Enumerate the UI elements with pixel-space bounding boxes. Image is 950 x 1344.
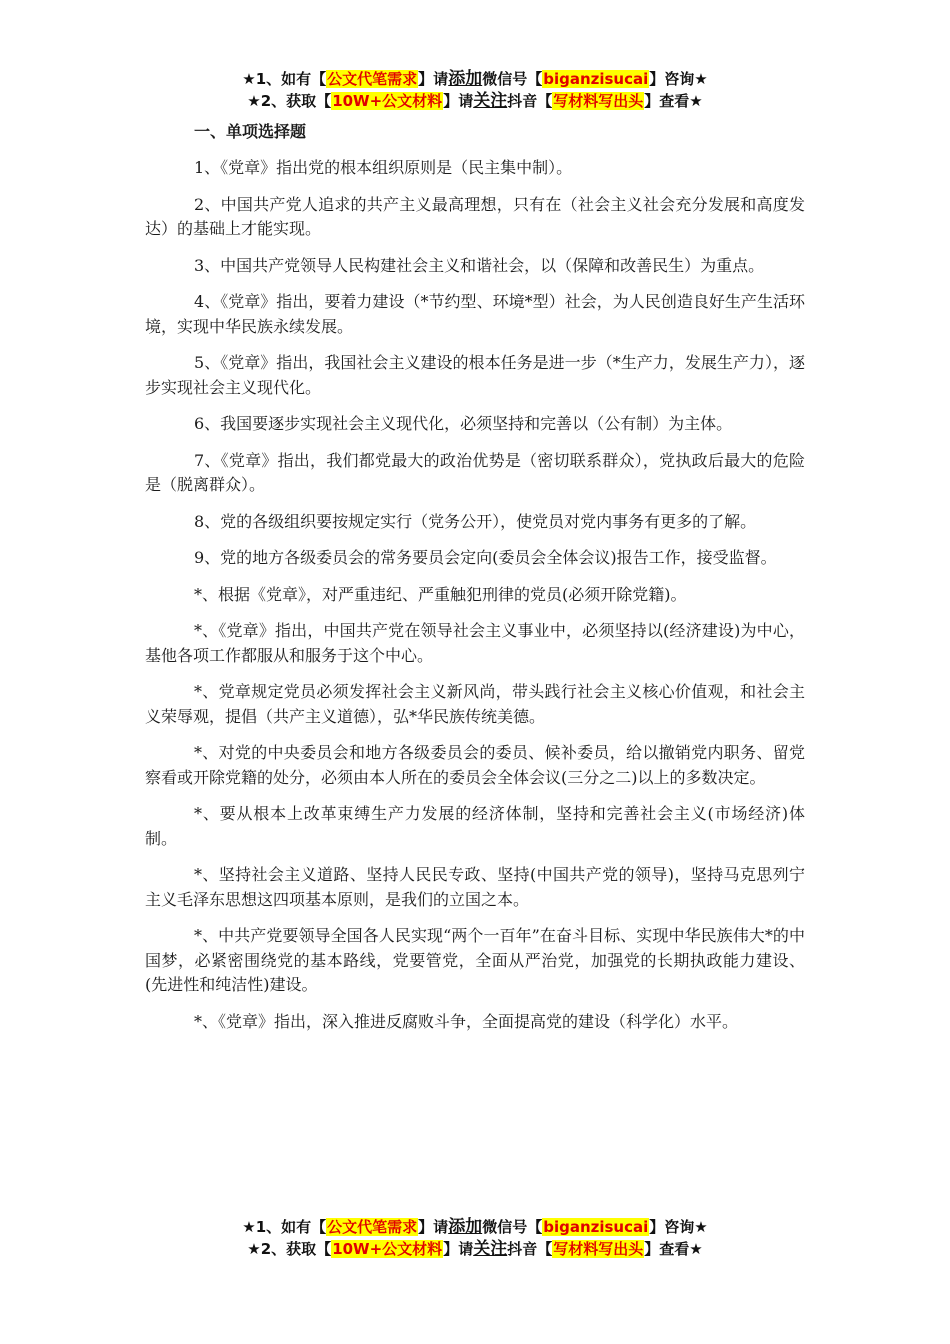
banner-highlight: 10W+公文材料: [332, 1240, 443, 1258]
banner-text: 】查看★: [644, 1240, 703, 1258]
banner-highlight: 公文代笔需求: [327, 1218, 418, 1236]
question-item: 4、《党章》指出，要着力建设（*节约型、环境*型）社会，为人民创造良好生产生活环境，实现中华民族永续发展。: [145, 292, 805, 336]
banner-text: 】请: [418, 70, 449, 88]
banner-text: 抖音【: [507, 1240, 553, 1258]
banner-text: 抖音【: [507, 92, 553, 110]
banner-highlight: 写材料写出头: [553, 92, 644, 110]
banner-text: ★2、获取【: [247, 92, 332, 110]
question-item: 5、《党章》指出，我国社会主义建设的根本任务是进一步（*生产力，发展生产力），逐步实现社会主义现代化。: [145, 353, 805, 397]
banner-highlight: 写材料写出头: [553, 1240, 644, 1258]
banner-highlight: 公文代笔需求: [327, 70, 418, 88]
question-item: *、根据《党章》，对严重违纪、严重触犯刑律的党员(必须开除党籍)。: [194, 584, 687, 604]
banner-text: ★1、如有【: [242, 70, 327, 88]
question-item: 2、中国共产党人追求的共产主义最高理想，只有在（社会主义社会充分发展和高度发达）的基础上才能实现。: [145, 194, 805, 238]
banner-text: 】请: [418, 1218, 449, 1236]
bottom-banner: [0, 1216, 950, 1260]
banner-line-1: [0, 68, 950, 90]
question-item: 1、《党章》指出党的根本组织原则是（民主集中制）。: [194, 158, 573, 177]
banner-text: 】咨询★: [649, 70, 708, 88]
question-item: *、坚持社会主义道路、坚持人民民专政、坚持(中国共产党的领导)，坚持马克思列宁主义毛泽东思想这四项基本原则，是我们的立国之本。: [145, 865, 805, 909]
question-item: *、党章规定党员必须发挥社会主义新风尚，带头践行社会主义核心价值观，和社会主义荣辱观，提倡（共产主义道德），弘*华民族传统美德。: [145, 682, 805, 726]
banner-line-2: [0, 1238, 950, 1260]
question-item: 9、党的地方各级委员会的常务要员会定向(委员会全体会议)报告工作，接受监督。: [194, 548, 777, 567]
top-banner: [0, 68, 950, 112]
section-title: 一、单项选择题: [194, 122, 307, 141]
banner-text: 】咨询★: [649, 1218, 708, 1236]
question-item: *、要从根本上改革束缚生产力发展的经济体制，坚持和完善社会主义(市场经济)体制。: [145, 804, 805, 848]
banner-text: 】请: [443, 1240, 474, 1258]
question-item: 3、中国共产党领导人民构建社会主义和谐社会，以（保障和改善民生）为重点。: [194, 255, 765, 275]
banner-underline: 添加: [448, 1217, 483, 1237]
question-list: [145, 156, 805, 1046]
banner-underline: 关注: [473, 1239, 508, 1259]
banner-line-1: [0, 1216, 950, 1238]
banner-text: 】查看★: [644, 92, 703, 110]
banner-text: 微信号【: [482, 70, 543, 88]
banner-text: ★2、获取【: [247, 1240, 332, 1258]
banner-highlight: biganzisucai: [543, 70, 649, 88]
question-item: *、对党的中央委员会和地方各级委员会的委员、候补委员，给以撤销党内职务、留党察看或开除党籍的处分，必须由本人所在的委员会全体会议(三分之二)以上的多数决定。: [145, 743, 805, 787]
question-item: *、《党章》指出，中国共产党在领导社会主义事业中，必须坚持以(经济建设)为中心，基他各项工作都服从和服务于这个中心。: [145, 621, 805, 665]
banner-text: ★1、如有【: [242, 1218, 327, 1236]
question-item: *、中共产党要领导全国各人民实现“两个一百年”在奋斗目标、实现中华民族伟大*的中国梦，必紧密围绕党的基本路线，党要管党，全面从严治党，加强党的长期执政能力建设、(先进性和纯洁性)建设。: [145, 926, 805, 994]
question-item: 6、我国要逐步实现社会主义现代化，必须坚持和完善以（公有制）为主体。: [194, 414, 733, 433]
banner-line-2: [0, 90, 950, 112]
banner-underline: 添加: [448, 69, 483, 89]
banner-text: 】请: [443, 92, 474, 110]
banner-highlight: 10W+公文材料: [332, 92, 443, 110]
banner-text: 微信号【: [482, 1218, 543, 1236]
banner-highlight: biganzisucai: [543, 1218, 649, 1236]
question-item: *、《党章》指出，深入推进反腐败斗争，全面提高党的建设（科学化）水平。: [194, 1011, 739, 1031]
question-item: 7、《党章》指出，我们都党最大的政治优势是（密切联系群众），党执政后最大的危险是（脱离群众）。: [145, 450, 805, 494]
banner-underline: 关注: [473, 91, 508, 111]
question-item: 8、党的各级组织要按规定实行（党务公开），使党员对党内事务有更多的了解。: [194, 511, 757, 531]
